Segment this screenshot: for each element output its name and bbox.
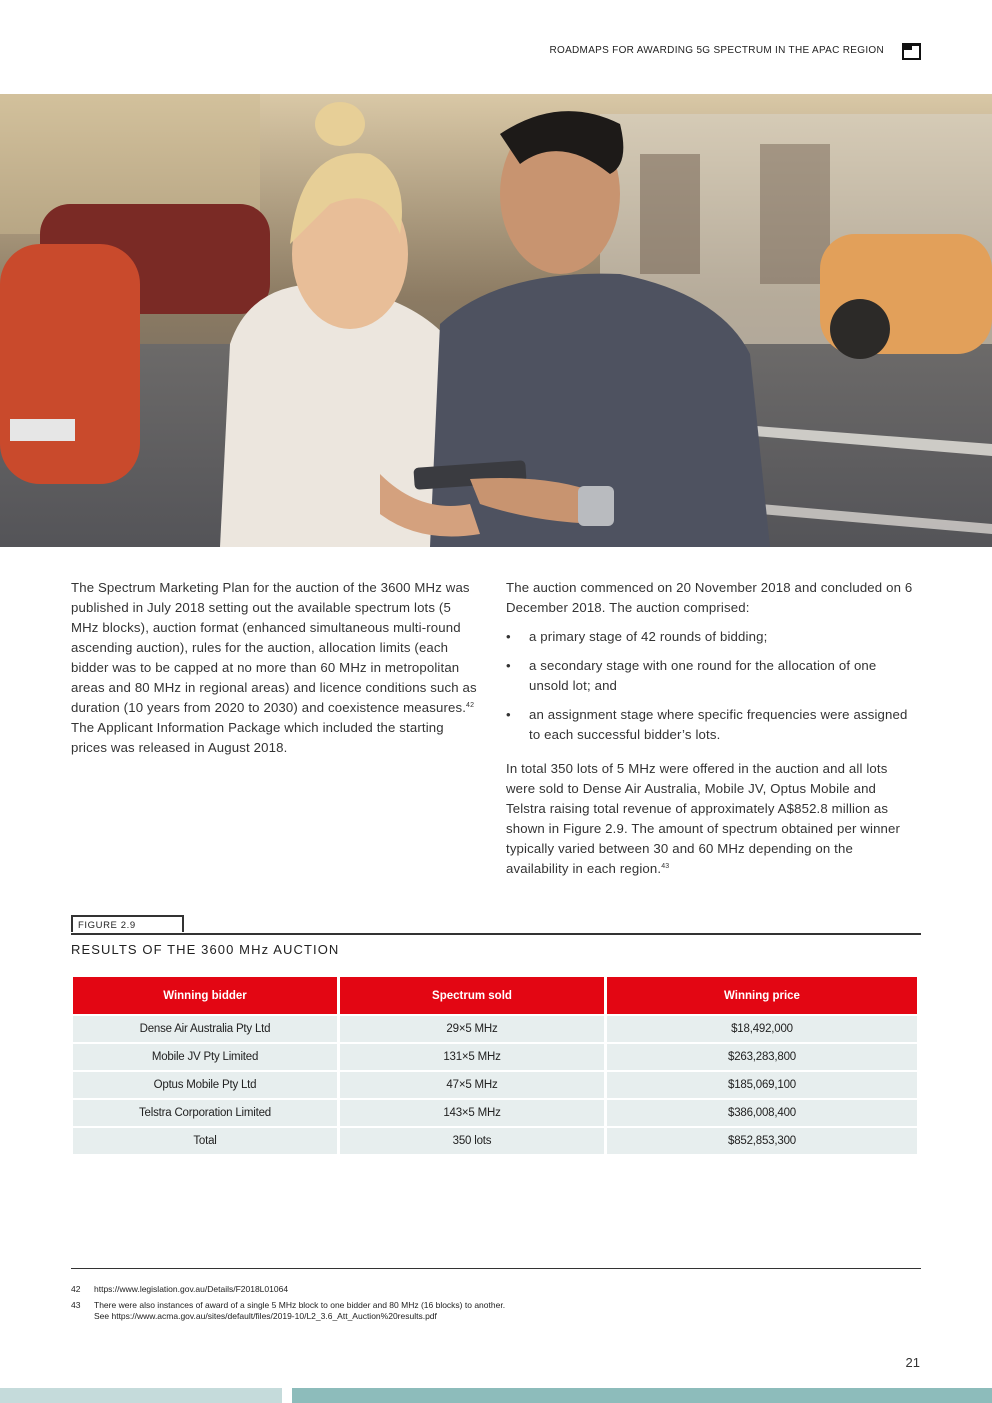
table-row bbox=[73, 1044, 917, 1070]
cell-bidder: Telstra Corporation Limited bbox=[73, 1100, 337, 1126]
cell-price: $852,853,300 bbox=[607, 1128, 917, 1154]
column-header-spectrum-sold: Spectrum sold bbox=[340, 977, 604, 1014]
cell-spectrum: 47×5 MHz bbox=[340, 1072, 604, 1098]
left-column-text bbox=[71, 578, 481, 758]
footnote-43 bbox=[71, 1300, 505, 1322]
footer-bar-dark bbox=[292, 1388, 992, 1403]
cell-bidder: Mobile JV Pty Limited bbox=[73, 1044, 337, 1070]
table-row bbox=[73, 1016, 917, 1042]
running-header: ROADMAPS FOR AWARDING 5G SPECTRUM IN THE APAC REGION bbox=[549, 45, 884, 56]
hero-photo bbox=[0, 94, 992, 547]
cell-bidder: Dense Air Australia Pty Ltd bbox=[73, 1016, 337, 1042]
list-item: • a primary stage of 42 rounds of bidding; bbox=[506, 627, 916, 647]
cell-price: $18,492,000 bbox=[607, 1016, 917, 1042]
footnote-ref-43[interactable]: 43 bbox=[661, 863, 670, 870]
footnote-text: There were also instances of award of a single 5 MHz block to one bidder and 80 MHz (16 blocks) to another. bbox=[94, 1300, 506, 1310]
auction-paragraph-left: The Spectrum Marketing Plan for the auction of the 3600 MHz was published in July 2018 setting out the available spectrum lots (5 MHz blocks), auction format (enhanced simultaneous multi-round ascending auction), rules for the auction, allocation limits (each bidder was to be capped at no more than 60 MHz in metropolitan areas and 80 MHz in regional areas) and licence conditions such as duration (10 years from 2020 to 2030) and coexistence measures.$^{42}$ The Applicant Information Package which included the starting prices was released in August 2018. bbox=[71, 580, 477, 755]
figure-title: RESULTS OF THE 3600 MHz AUCTION bbox=[71, 942, 340, 957]
table-row-total bbox=[73, 1128, 917, 1154]
right-column-text bbox=[506, 578, 916, 879]
cell-spectrum: 131×5 MHz bbox=[340, 1044, 604, 1070]
footnote-42 bbox=[71, 1284, 288, 1295]
column-header-winning-bidder: Winning bidder bbox=[73, 977, 337, 1014]
list-item: • an assignment stage where specific frequencies were assigned to each successful bidder’s lots. bbox=[506, 705, 916, 745]
footnote-link[interactable]: See https://www.acma.gov.au/sites/default/files/2019-10/L2_3.6_Att_Auction%20results.pdf bbox=[94, 1311, 437, 1321]
auction-intro: The auction commenced on 20 November 2018 and concluded on 6 December 2018. The auction comprised: bbox=[506, 580, 913, 615]
cell-bidder: Optus Mobile Pty Ltd bbox=[73, 1072, 337, 1098]
footnote-link[interactable]: https://www.legislation.gov.au/Details/F2018L01064 bbox=[94, 1284, 289, 1294]
table-row bbox=[73, 1072, 917, 1098]
document-icon bbox=[902, 43, 921, 60]
auction-stages-list bbox=[506, 627, 916, 745]
figure-label: FIGURE 2.9 bbox=[71, 915, 184, 932]
footnote-ref-42[interactable]: 42 bbox=[466, 702, 475, 709]
cell-price: $185,069,100 bbox=[607, 1072, 917, 1098]
cell-spectrum: 350 lots bbox=[340, 1128, 604, 1154]
footnote-number: 43 bbox=[71, 1300, 81, 1310]
cell-spectrum: 29×5 MHz bbox=[340, 1016, 604, 1042]
auction-results-table bbox=[70, 975, 920, 1156]
footnote-number: 42 bbox=[71, 1284, 81, 1294]
column-header-winning-price: Winning price bbox=[607, 977, 917, 1014]
cell-price: $263,283,800 bbox=[607, 1044, 917, 1070]
cell-bidder: Total bbox=[73, 1128, 337, 1154]
footer-bar-light bbox=[0, 1388, 282, 1403]
auction-results-paragraph: In total 350 lots of 5 MHz were offered in the auction and all lots were sold to Dense Air Australia, Mobile JV, Optus Mobile and Telstra raising total revenue of approximately A$852.8 million as shown in Figure 2.9. The amount of spectrum obtained per winner typically varied between 30 and 60 MHz depending on the availability in each region.$^{43}$ bbox=[506, 761, 901, 876]
page-number: 21 bbox=[905, 1355, 920, 1370]
table-header-row bbox=[73, 977, 917, 1014]
cell-spectrum: 143×5 MHz bbox=[340, 1100, 604, 1126]
footnote-divider bbox=[71, 1268, 921, 1269]
cell-price: $386,008,400 bbox=[607, 1100, 917, 1126]
list-item: • a secondary stage with one round for the allocation of one unsold lot; and bbox=[506, 656, 916, 696]
figure-divider bbox=[71, 933, 921, 935]
table-row bbox=[73, 1100, 917, 1126]
